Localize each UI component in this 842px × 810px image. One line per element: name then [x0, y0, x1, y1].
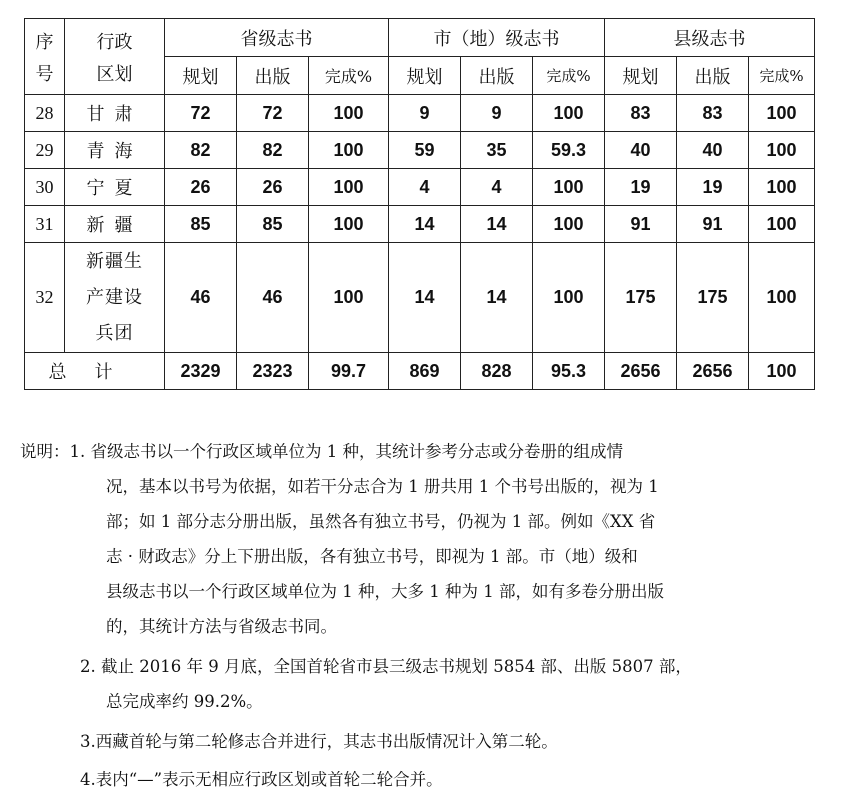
cell: 175 [677, 243, 749, 353]
header-province-complete: 完成% [309, 57, 389, 95]
cell: 83 [677, 95, 749, 132]
note-1-line-5: 县级志书以一个行政区域单位为 1 种，大多 1 种为 1 部，如有多卷分册出版 [106, 582, 664, 601]
header-city-published: 出版 [461, 57, 533, 95]
cell: 100 [309, 243, 389, 353]
cell: 100 [749, 206, 815, 243]
cell: 2656 [605, 353, 677, 390]
header-region-line2: 区划 [96, 63, 133, 85]
cell: 46 [237, 243, 309, 353]
note-4: 4.表内“—”表示无相应行政区划或首轮二轮合并。 [80, 770, 443, 789]
cell: 175 [605, 243, 677, 353]
row-region-line3: 兵团 [95, 322, 134, 344]
note-1-line-2: 况，基本以书号为依据，如若干分志合为 1 册共用 1 个书号出版的，视为 1 [106, 477, 659, 496]
cell: 100 [749, 243, 815, 353]
cell: 9 [461, 95, 533, 132]
cell: 40 [677, 132, 749, 169]
note-2-line-2: 总完成率约 99.2%。 [106, 692, 263, 711]
header-seq [25, 19, 65, 95]
note-1-line-6: 的，其统计方法与省级志书同。 [106, 617, 337, 636]
note-1-line-3: 部；如 1 部分志分册出版，虽然各有独立书号，仍视为 1 部。例如《XX 省 [106, 512, 656, 531]
row-seq: 31 [25, 206, 65, 243]
header-city-complete: 完成% [533, 57, 605, 95]
cell: 91 [605, 206, 677, 243]
cell: 100 [749, 95, 815, 132]
cell: 19 [605, 169, 677, 206]
cell: 82 [237, 132, 309, 169]
row-region-line1: 新疆生 [86, 250, 143, 272]
cell: 14 [461, 243, 533, 353]
table-row [25, 243, 815, 353]
header-region-line1: 行政 [96, 31, 133, 53]
header-city: 市（地）级志书 [389, 19, 605, 57]
row-seq: 32 [25, 243, 65, 353]
row-region [65, 243, 165, 353]
cell: 26 [237, 169, 309, 206]
cell: 2329 [165, 353, 237, 390]
header-province: 省级志书 [165, 19, 389, 57]
header-city-plan: 规划 [389, 57, 461, 95]
cell: 9 [389, 95, 461, 132]
gazetteer-statistics-table [24, 18, 815, 390]
row-region: 新疆 [65, 206, 165, 243]
note-2-line-1: 2. 截止 2016 年 9 月底，全国首轮省市县三级志书规划 5854 部、出版 5807 部， [80, 657, 692, 676]
cell: 2323 [237, 353, 309, 390]
row-region: 青海 [65, 132, 165, 169]
cell: 14 [389, 206, 461, 243]
header-county-published: 出版 [677, 57, 749, 95]
cell: 4 [461, 169, 533, 206]
table-row [25, 206, 815, 243]
cell: 26 [165, 169, 237, 206]
cell: 100 [533, 95, 605, 132]
cell: 85 [165, 206, 237, 243]
cell: 83 [605, 95, 677, 132]
table-row [25, 169, 815, 206]
cell: 85 [237, 206, 309, 243]
cell: 100 [749, 132, 815, 169]
row-region: 宁夏 [65, 169, 165, 206]
cell: 72 [237, 95, 309, 132]
cell: 19 [677, 169, 749, 206]
total-label: 总计 [25, 353, 165, 390]
row-seq: 29 [25, 132, 65, 169]
cell: 100 [533, 206, 605, 243]
row-seq: 30 [25, 169, 65, 206]
note-1-line-4: 志 · 财政志》分上下册出版，各有独立书号，即视为 1 部。市（地）级和 [106, 547, 638, 566]
header-county-complete: 完成% [749, 57, 815, 95]
cell: 4 [389, 169, 461, 206]
cell: 100 [749, 353, 815, 390]
header-province-plan: 规划 [165, 57, 237, 95]
cell: 100 [309, 132, 389, 169]
note-3: 3.西藏首轮与第二轮修志合并进行，其志书出版情况计入第二轮。 [80, 732, 558, 751]
cell: 14 [389, 243, 461, 353]
total-row [25, 353, 815, 390]
header-province-published: 出版 [237, 57, 309, 95]
cell: 100 [749, 169, 815, 206]
header-row-1 [25, 19, 815, 57]
header-region [65, 19, 165, 95]
cell: 100 [533, 169, 605, 206]
cell: 95.3 [533, 353, 605, 390]
row-region-line2: 产建设 [86, 286, 143, 308]
cell: 99.7 [309, 353, 389, 390]
header-county-plan: 规划 [605, 57, 677, 95]
cell: 59 [389, 132, 461, 169]
header-seq-line1: 序 [35, 31, 54, 53]
table-row [25, 95, 815, 132]
cell: 100 [309, 95, 389, 132]
cell: 100 [309, 206, 389, 243]
cell: 869 [389, 353, 461, 390]
note-1-line-1: 说明：1. 省级志书以一个行政区域单位为 1 种，其统计参考分志或分卷册的组成情 [20, 442, 623, 461]
cell: 72 [165, 95, 237, 132]
table-row [25, 132, 815, 169]
cell: 91 [677, 206, 749, 243]
cell: 100 [309, 169, 389, 206]
cell: 100 [533, 243, 605, 353]
row-seq: 28 [25, 95, 65, 132]
cell: 59.3 [533, 132, 605, 169]
cell: 828 [461, 353, 533, 390]
cell: 40 [605, 132, 677, 169]
statistics-table-container [24, 18, 814, 390]
cell: 2656 [677, 353, 749, 390]
row-region: 甘肃 [65, 95, 165, 132]
header-county: 县级志书 [605, 19, 815, 57]
cell: 14 [461, 206, 533, 243]
cell: 46 [165, 243, 237, 353]
cell: 82 [165, 132, 237, 169]
header-seq-line2: 号 [35, 63, 54, 85]
cell: 35 [461, 132, 533, 169]
